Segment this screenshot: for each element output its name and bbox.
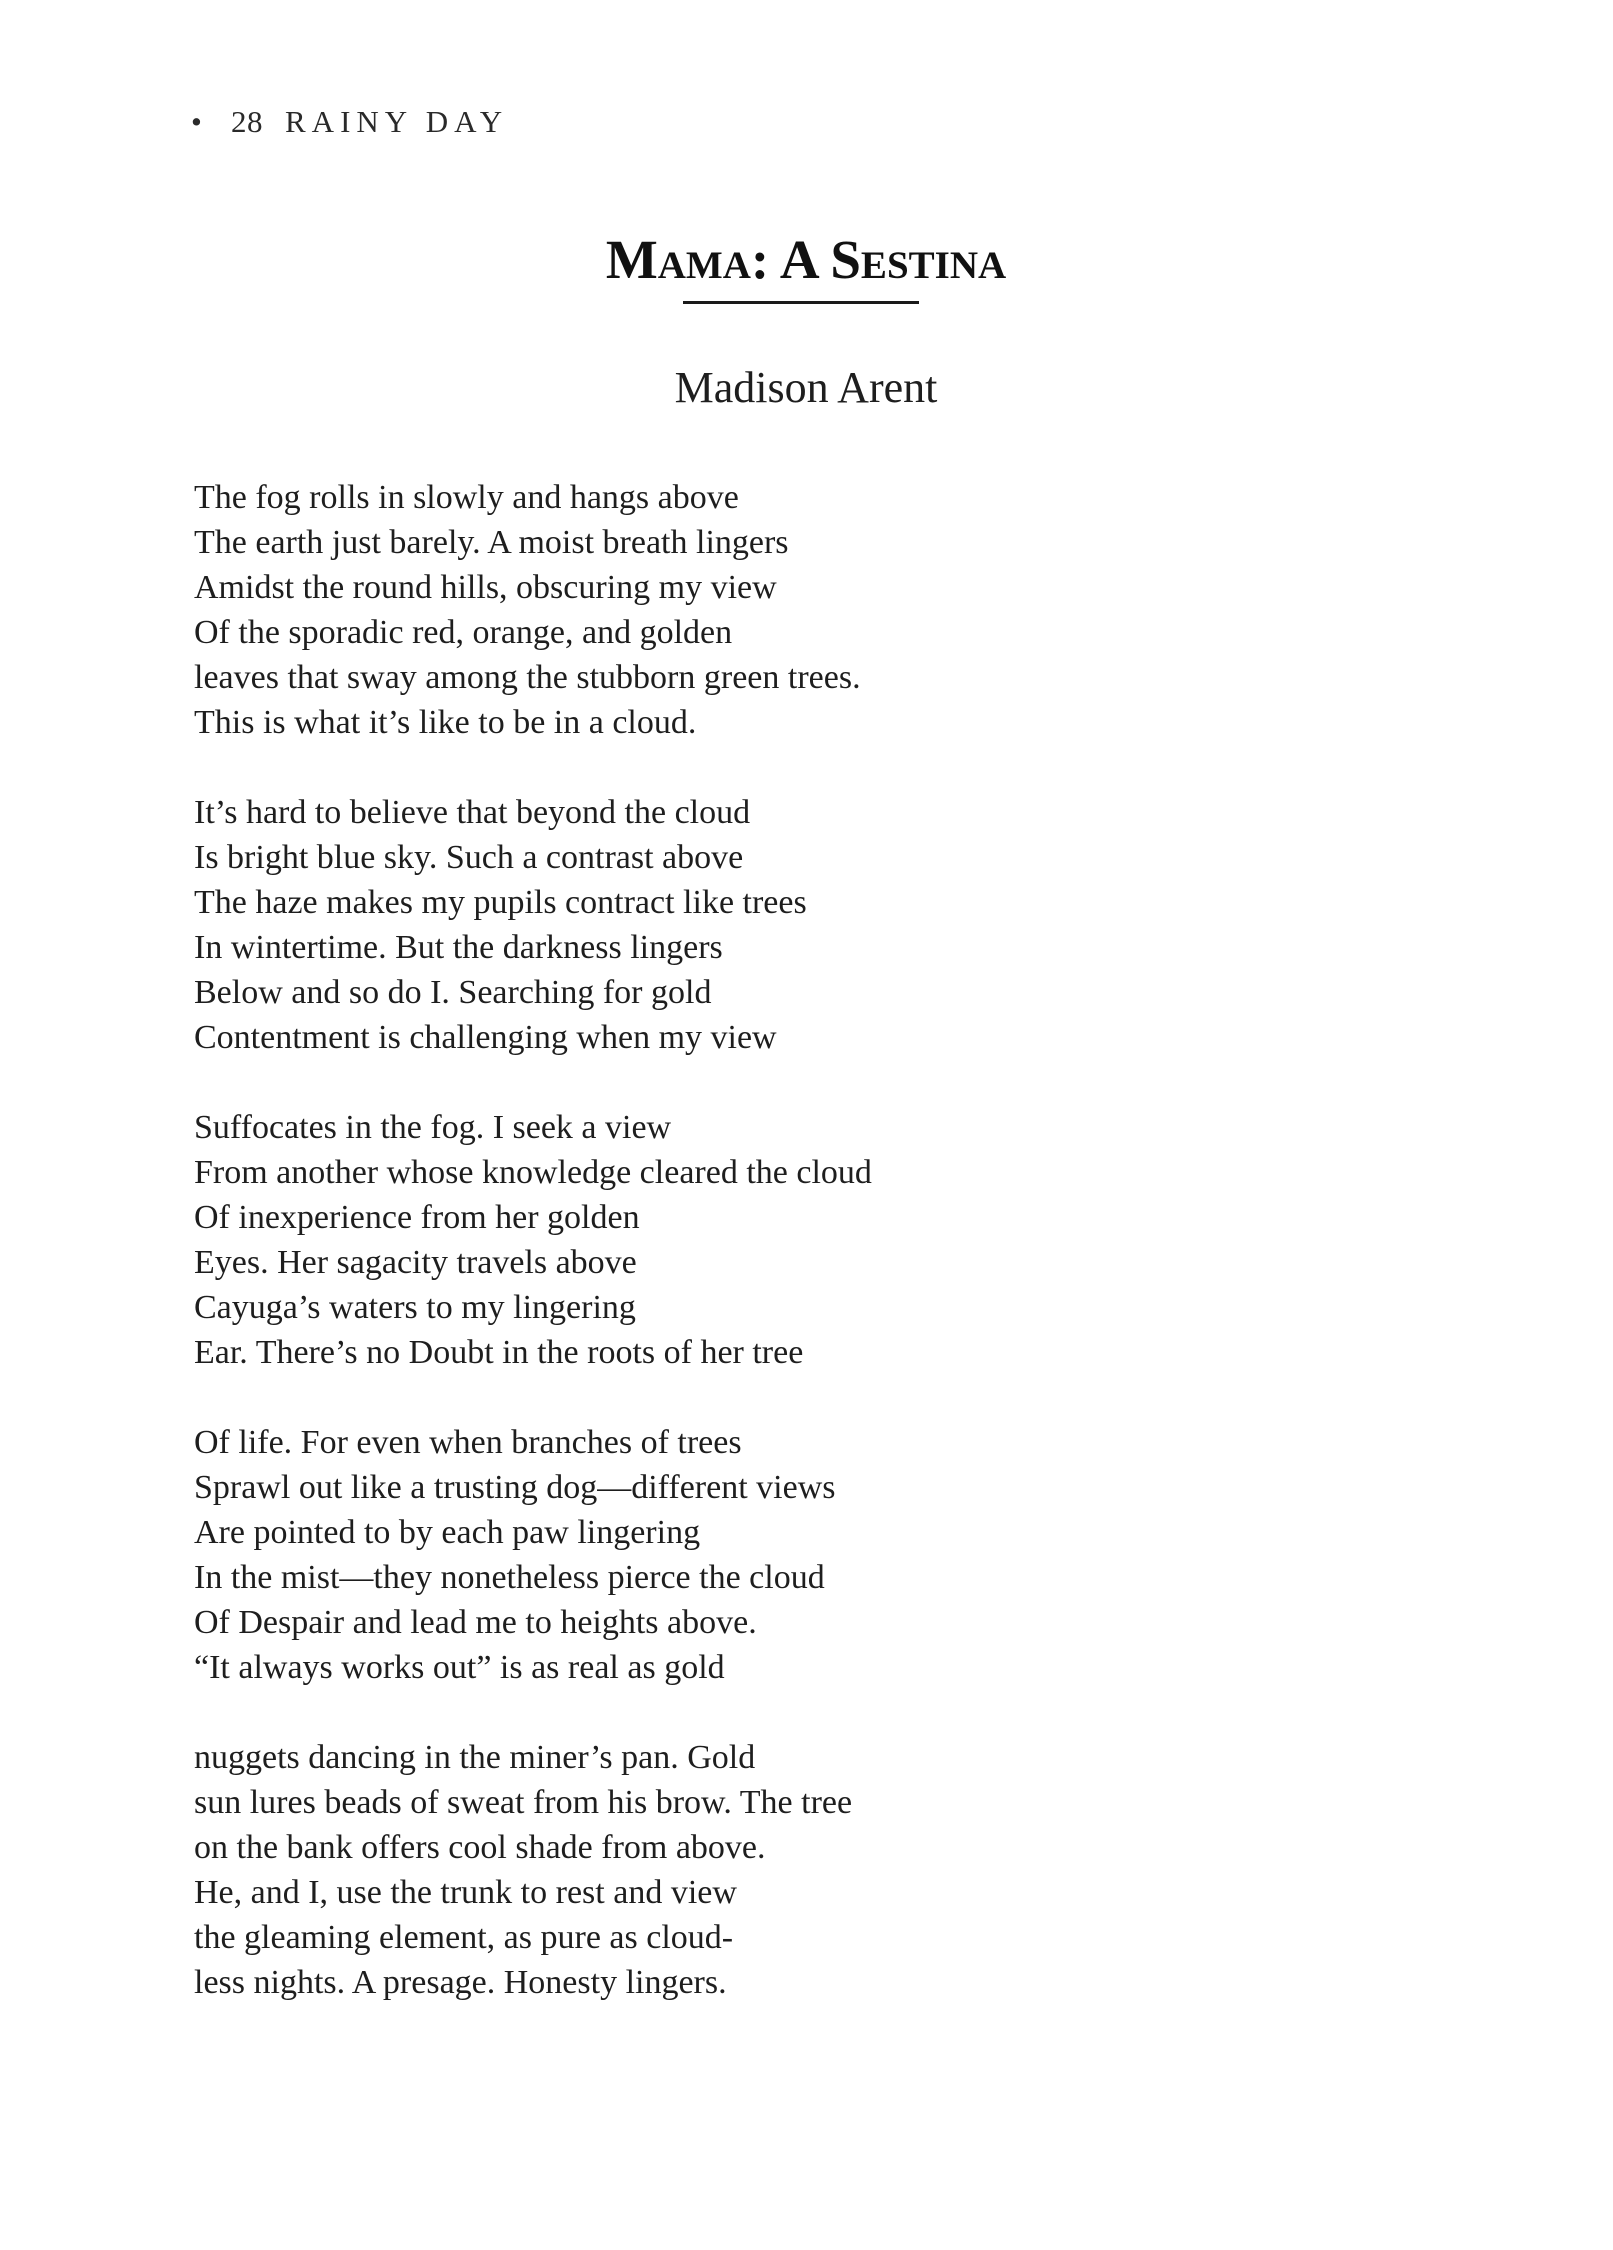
poem-line: Contentment is challenging when my view (194, 1019, 777, 1056)
poem-line: the gleaming element, as pure as cloud- (194, 1919, 734, 1956)
poem-line: This is what it’s like to be in a cloud. (194, 704, 697, 741)
poem-line: Of inexperience from her golden (194, 1199, 640, 1236)
stanza-3 (194, 1105, 1444, 1375)
poem-line: Cayuga’s waters to my lingering (194, 1289, 636, 1326)
poem-line: Is bright blue sky. Such a contrast above (194, 839, 744, 876)
poem-line: sun lures beads of sweat from his brow. The tree (194, 1784, 853, 1821)
poem-line: less nights. A presage. Honesty lingers. (194, 1964, 727, 2001)
poem-line: Ear. There’s no Doubt in the roots of her tree (194, 1334, 804, 1371)
poem-line: Suffocates in the fog. I seek a view (194, 1109, 672, 1146)
poem-line: Are pointed to by each paw lingering (194, 1514, 701, 1551)
poem-line: The haze makes my pupils contract like trees (194, 884, 807, 921)
poem-line: Of the sporadic red, orange, and golden (194, 614, 733, 651)
poem-author: Madison Arent (674, 363, 938, 412)
poem-line: on the bank offers cool shade from above. (194, 1829, 766, 1866)
poem-line: Of Despair and lead me to heights above. (194, 1604, 757, 1641)
stanza-1 (194, 475, 1444, 745)
poem-line: It’s hard to believe that beyond the cloud (194, 794, 751, 831)
poem-line: In the mist—they nonetheless pierce the cloud (194, 1559, 825, 1596)
stanza-4 (194, 1420, 1444, 1690)
poem-line: Of life. For even when branches of trees (194, 1424, 742, 1461)
poem-line: Sprawl out like a trusting dog—different views (194, 1469, 836, 1506)
poem-line: Below and so do I. Searching for gold (194, 974, 712, 1011)
poem-line: The fog rolls in slowly and hangs above (194, 479, 739, 516)
running-head (191, 104, 508, 140)
stanza-2 (194, 790, 1444, 1060)
poem-line: In wintertime. But the darkness lingers (194, 929, 723, 966)
poem-line: Amidst the round hills, obscuring my view (194, 569, 777, 606)
running-head-section: RAINY DAY (285, 104, 509, 139)
running-head-bullet: • (191, 104, 203, 139)
poem-body (194, 475, 1444, 2050)
poem-line: Eyes. Her sagacity travels above (194, 1244, 637, 1281)
poem-line: From another whose knowledge cleared the cloud (194, 1154, 872, 1191)
poem-line: leaves that sway among the stubborn green trees. (194, 659, 861, 696)
page-number: 28 (231, 104, 263, 139)
poem-title: Mama: A Sestina (605, 229, 1007, 290)
poem-line: He, and I, use the trunk to rest and view (194, 1874, 737, 1911)
poem-line: “It always works out” is as real as gold (194, 1649, 725, 1686)
poem-line: The earth just barely. A moist breath lingers (194, 524, 789, 561)
poem-line: nuggets dancing in the miner’s pan. Gold (194, 1739, 756, 1776)
stanza-5 (194, 1735, 1444, 2005)
title-underline (683, 301, 919, 304)
